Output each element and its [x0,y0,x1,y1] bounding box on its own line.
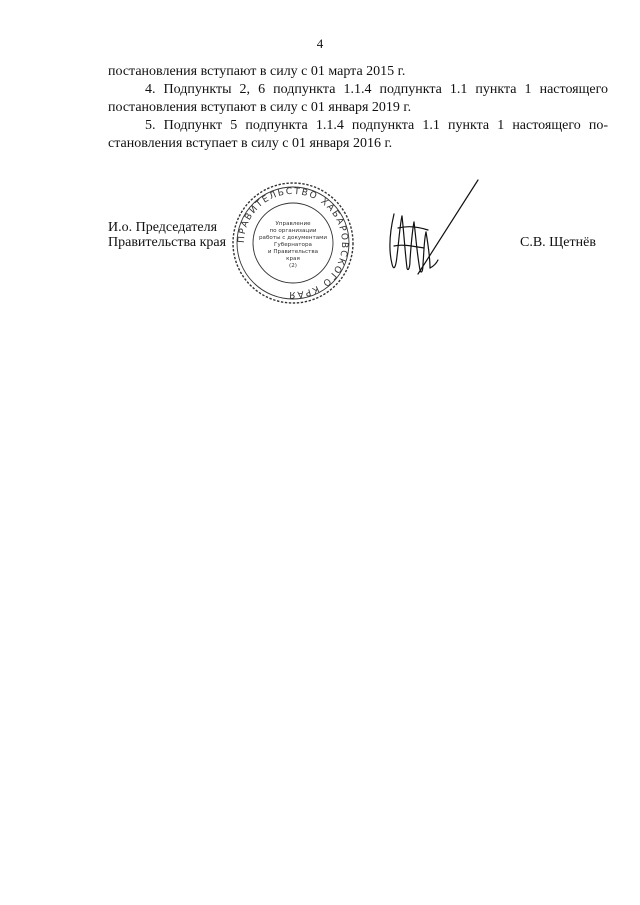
handwritten-signature [372,176,482,286]
stamp-line: Управление [275,221,311,227]
stamp-inner-text [259,221,327,269]
paragraph-item-5: 5. Подпункт 5 подпункта 1.1.4 подпункта 1.1 пункта 1 настоящего по-становления вступает в силу с 01 января 2016 г. [108,118,608,151]
stamp-line: Губернатора [274,242,312,248]
stamp-line: и Правительства [267,249,319,255]
stamp-ring-text: ПРАВИТЕЛЬСТВО ХАБАРОВСКОГО КРАЯ [236,186,350,300]
stamp-line: по организации [269,228,317,234]
stamp-line: работы с документами [259,235,327,241]
signer-name: С.В. Щетнёв [520,235,596,250]
stamp-line: (2) [289,263,297,269]
paragraph-continuation: постановления вступают в силу с 01 марта 2015 г. [108,64,406,79]
signatory-title-line-2: Правительства края [108,235,227,250]
official-stamp [230,180,356,306]
page-number: 4 [316,36,324,51]
stamp-line: края [286,256,300,262]
signatory-title-line-1: И.о. Председателя [108,220,218,235]
paragraph-item-4: 4. Подпункты 2, 6 подпункта 1.1.4 подпункта 1.1 пункта 1 настоящего постановления вступают в силу с 01 января 2019 г. [108,82,608,115]
signatory-title [108,220,226,250]
